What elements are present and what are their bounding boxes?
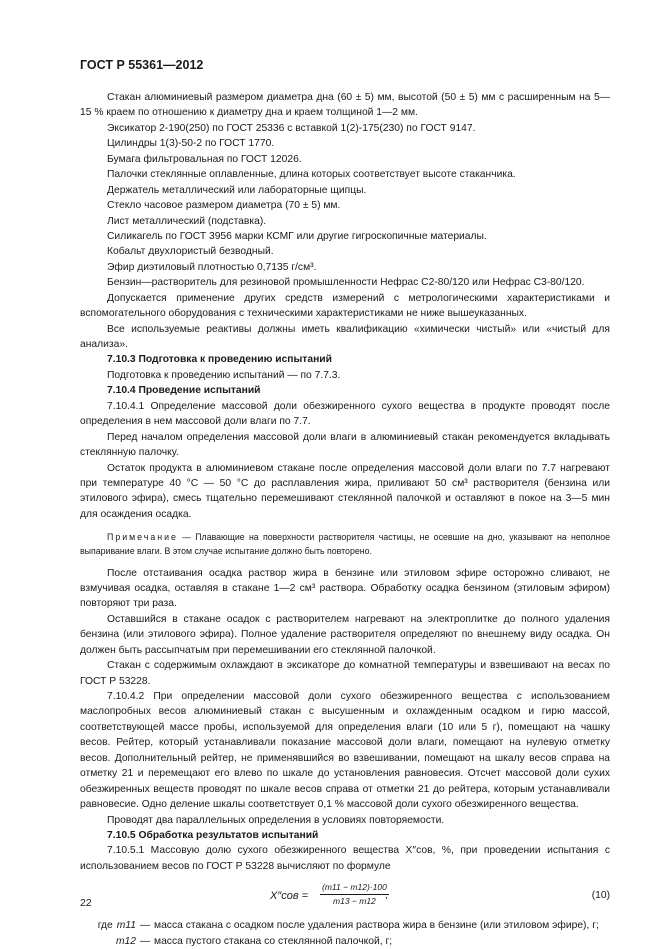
section-heading: 7.10.4 Проведение испытаний <box>107 385 261 397</box>
paragraph: Бумага фильтровальная по ГОСТ 12026. <box>107 153 302 165</box>
definition-text: масса стакана с осадком после удаления раствора жира в бензине (или этиловом эфире), г; <box>154 920 599 932</box>
paragraph: Кобальт двухлористый безводный. <box>107 246 274 258</box>
paragraph: Бензин—растворитель для резиновой промышленности Нефрас С2-80/120 или Нефрас С3-80/120. <box>107 277 585 289</box>
paragraph: Эфир диэтиловый плотностью 0,7135 г/см³. <box>107 261 317 273</box>
formula-denominator: m13 − m12 <box>333 896 376 906</box>
formula-comma: , <box>385 890 388 902</box>
section-heading: 7.10.3 Подготовка к проведению испытаний <box>107 354 332 366</box>
paragraph: Допускается применение других средств измерений с метрологическими характеристиками и вспомогательного оборудования с техническими характеристиками не ниже вышеуказанных. <box>80 292 610 320</box>
paragraph: После отстаивания осадка раствор жира в бензине или этиловом эфире осторожно сливают, не взмучивая осадка, оставляя в стакане 1—2 см³ раствора. Обработку осадка бензином (этиловым эфиром) повторяют три раза. <box>80 567 610 610</box>
paragraph: Стакан с содержимым охлаждают в эксикаторе до комнатной температуры и взвешивают на весах по ГОСТ Р 53228. <box>80 660 610 687</box>
formula-number: (10) <box>591 890 610 902</box>
document-body <box>80 90 610 949</box>
formula-lhs: X″сов = <box>270 890 309 903</box>
paragraph: 7.10.4.2 При определении массовой доли сухого обезжиренного вещества с использованием маслопробных весов алюминиевый стакан с высушенным и охлажденным осадком и гирю массой, соответствующей массе пробы, используемой для определения влаги (10 или 5 г), помещают на чашку весов. Рейтер, который устанавливали показание массовой доли влаги, помещают на нулевую отметку весов. Дополнительный рейтер, не применявшийся во взвешивании, помещают на шкалу весов справа на отметку 21 и перемещают его влево по шкале до установления равновесия. Отсчет массовой доли сухих обезжиренных веществ проводят по шкале весов справа от отметки 21 до рейтера, которым устанавливали равновесие. Одно деление шкалы соответствует 0,1 % массовой доли сухого обезжиренного вещества. <box>80 691 610 811</box>
paragraph: Все используемые реактивы должны иметь квалификацию «химически чистый» или «чистый для анализа». <box>80 323 610 350</box>
paragraph: Перед началом определения массовой доли влаги в алюминиевый стакан рекомендуется вкладывать стеклянную палочку. <box>80 431 610 459</box>
definition-row <box>80 918 610 933</box>
paragraph: Лист металлический (подставка). <box>107 215 267 227</box>
definition-dash: — <box>139 935 151 947</box>
note <box>80 531 610 558</box>
paragraph: Силикагель по ГОСТ 3956 марки КСМГ или другие гигроскопичные материалы. <box>107 230 487 242</box>
paragraph: Подготовка к проведению испытаний — по 7.7.3. <box>107 369 341 381</box>
definition-dash: — <box>139 920 151 932</box>
section-heading: 7.10.5 Обработка результатов испытаний <box>107 829 319 841</box>
formula <box>80 880 610 914</box>
paragraph: Держатель металлический или лабораторные щипцы. <box>107 184 367 196</box>
paragraph: Проводят два параллельных определения в условиях повторяемости. <box>107 814 445 826</box>
formula-fraction <box>320 881 389 908</box>
note-label: Примечание <box>107 532 178 543</box>
definitions-prefix: где <box>97 920 113 932</box>
definition-text: масса пустого стакана со стеклянной палочкой, г; <box>154 935 393 947</box>
paragraph: Палочки стеклянные оплавленные, длина которых соответствует высоте стаканчика. <box>107 169 516 181</box>
paragraph: Оставшийся в стакане осадок с растворителем нагревают на электроплитке до полного удаления бензина (или этилового эфира). Полное удаление растворителя определяют по внешнему виду осадка. Он должен быть рассыпчатым при перемешивании его стеклянной палочкой. <box>80 613 610 656</box>
document-header: ГОСТ Р 55361—2012 <box>80 58 204 72</box>
symbol-m11: m11 <box>116 920 136 932</box>
definition-row <box>80 934 610 949</box>
paragraph: Стакан алюминиевый размером диаметра дна (60 ± 5) мм, высотой (50 ± 5) мм с расширенным на 5—15 % краем по отношению к диаметру дна и краем толщиной 1—2 мм. <box>80 92 610 119</box>
definition-symbol: m12 <box>115 935 136 947</box>
paragraph: Эксикатор 2-190(250) по ГОСТ 25336 с вставкой 1(2)-175(230) по ГОСТ 9147. <box>107 122 476 134</box>
paragraph: Остаток продукта в алюминиевом стакане после определения массовой доли влаги по 7.7 нагревают при температуре 40 °С — 50 °С до расплавления жира, приливают 50 см³ растворителя (бензина или этилового эфира), смесь тщательно перемешивают стеклянной палочкой и оставляют в покое на 3—5 мин для осаждения осадка. <box>80 462 610 520</box>
definition-symbol <box>80 918 136 933</box>
note-text: — Плавающие на поверхности растворителя частицы, не осевшие на дно, указывают на неполное выпаривание влаги. В этом случае испытание должно быть повторено. <box>80 532 610 556</box>
page-number: 22 <box>80 897 92 909</box>
paragraph: 7.10.5.1 Массовую долю сухого обезжиренного вещества X″сов, %, при проведении испытания с использованием весов по ГОСТ Р 53228 вычисляют по формуле <box>80 845 610 872</box>
paragraph: Цилиндры 1(3)-50-2 по ГОСТ 1770. <box>107 138 275 150</box>
formula-numerator: (m11 − m12)·100 <box>320 881 389 895</box>
paragraph: Стекло часовое размером диаметра (70 ± 5) мм. <box>107 200 341 212</box>
definitions <box>80 918 610 949</box>
paragraph: 7.10.4.1 Определение массовой доли обезжиренного сухого вещества в продукте проводят после определения в нем массовой доли влаги по 7.7. <box>80 400 610 428</box>
